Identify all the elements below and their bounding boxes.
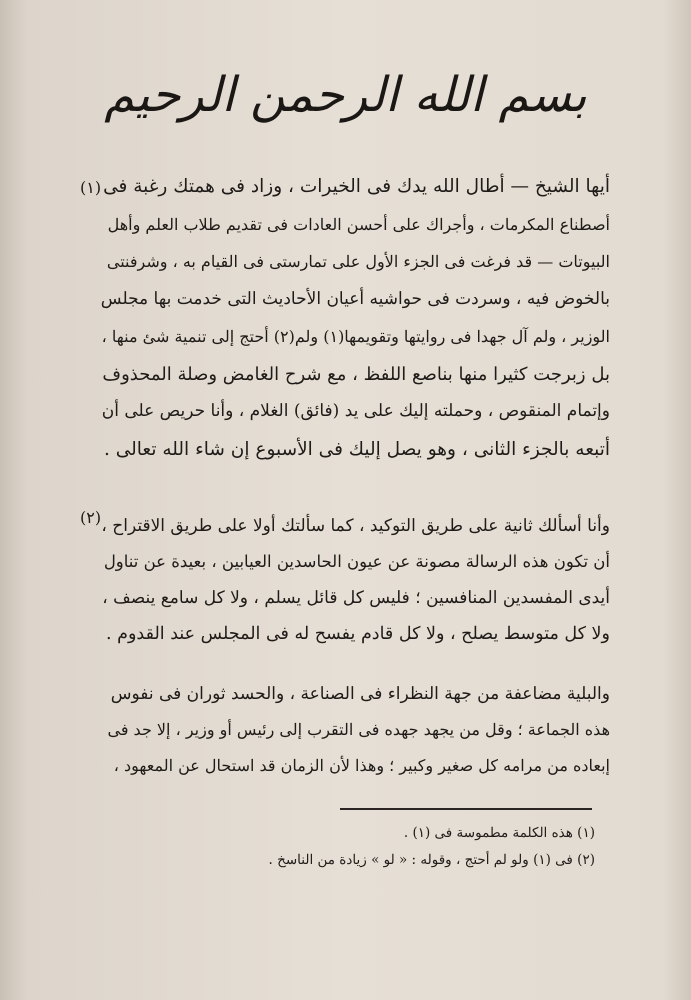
text-line: وأنا أسألك ثانية على طريق التوكيد ، كما سألتك أولا على طريق الاقتراح ،: [101, 516, 610, 536]
text-line: إبعاده من مرامه كل صغير وكبير ؛ وهذا لأن الزمان قد استحال عن المعهود ،: [113, 756, 610, 775]
paragraph-number-1: (١): [80, 178, 102, 197]
basmala-heading: بسم الله الرحمن الرحيم: [104, 67, 587, 123]
text-line: بل زبرجت كثيرا منها بناصع اللفظ ، مع شرح الغامض وصلة المحذوف: [102, 363, 610, 385]
text-line: أيدى المفسدين المنافسين ؛ فليس كل قائل يسلم ، ولا كل سامع ينصف ،: [102, 588, 610, 608]
text-line: بالخوض فيه ، وسردت فى حواشيه أعيان الأحاديث التى خدمت بها مجلس: [100, 288, 610, 309]
footnote-2: (٢) فى (١) ولو لم أحتج ، وقوله : « لو » زيادة من الناسخ .: [268, 852, 595, 868]
paragraph-number-2: (٢): [80, 508, 102, 527]
text-line: أصطناع المكرمات ، وأجراك على أحسن العادات فى تقديم طلاب العلم وأهل: [107, 214, 610, 234]
text-line: والبلية مضاعفة من جهة النظراء فى الصناعة ، والحسد ثوران فى نفوس: [110, 684, 610, 704]
paragraph-2: [100, 508, 610, 652]
text-line: أتبعه بالجزء الثانى ، وهو يصل إليك فى الأسبوع إن شاء الله تعالى .: [103, 438, 610, 460]
text-line: أيها الشيخ — أطال الله يدك فى الخيرات ، وزاد فى همتك رغبة فى: [103, 176, 610, 197]
text-line: ولا كل متوسط يصلح ، ولا كل قادم يفسح له فى المجلس عند القدوم .: [106, 624, 610, 644]
footnote-1: (١) هذه الكلمة مطموسة فى (١) .: [403, 825, 595, 841]
text-line: هذه الجماعة ؛ وقل من يجهد جهده فى التقرب إلى رئيس أو وزير ، إلا جد فى: [107, 720, 610, 739]
text-line: البيوتات — قد فرغت فى الجزء الأول على تمارستى فى القيام به ، وشرفنتى: [106, 252, 610, 271]
text-line: وإتمام المنقوص ، وحملته إليك على يد (فائق) الغلام ، وأنا حريص على أن: [101, 401, 610, 421]
paragraph-3: [100, 676, 610, 784]
footnotes: [250, 820, 595, 874]
footnote-separator: [340, 808, 592, 810]
text-line: الوزير ، ولم آل جهدا فى روايتها وتقويمها(١) ولم(٢) أحتج إلى تنمية شئ منها ،: [101, 327, 610, 346]
paragraph-1: [100, 168, 610, 468]
text-line: أن تكون هذه الرسالة مصونة عن عيون الحاسدين العيابين ، بعيدة عن تناول: [103, 552, 610, 571]
